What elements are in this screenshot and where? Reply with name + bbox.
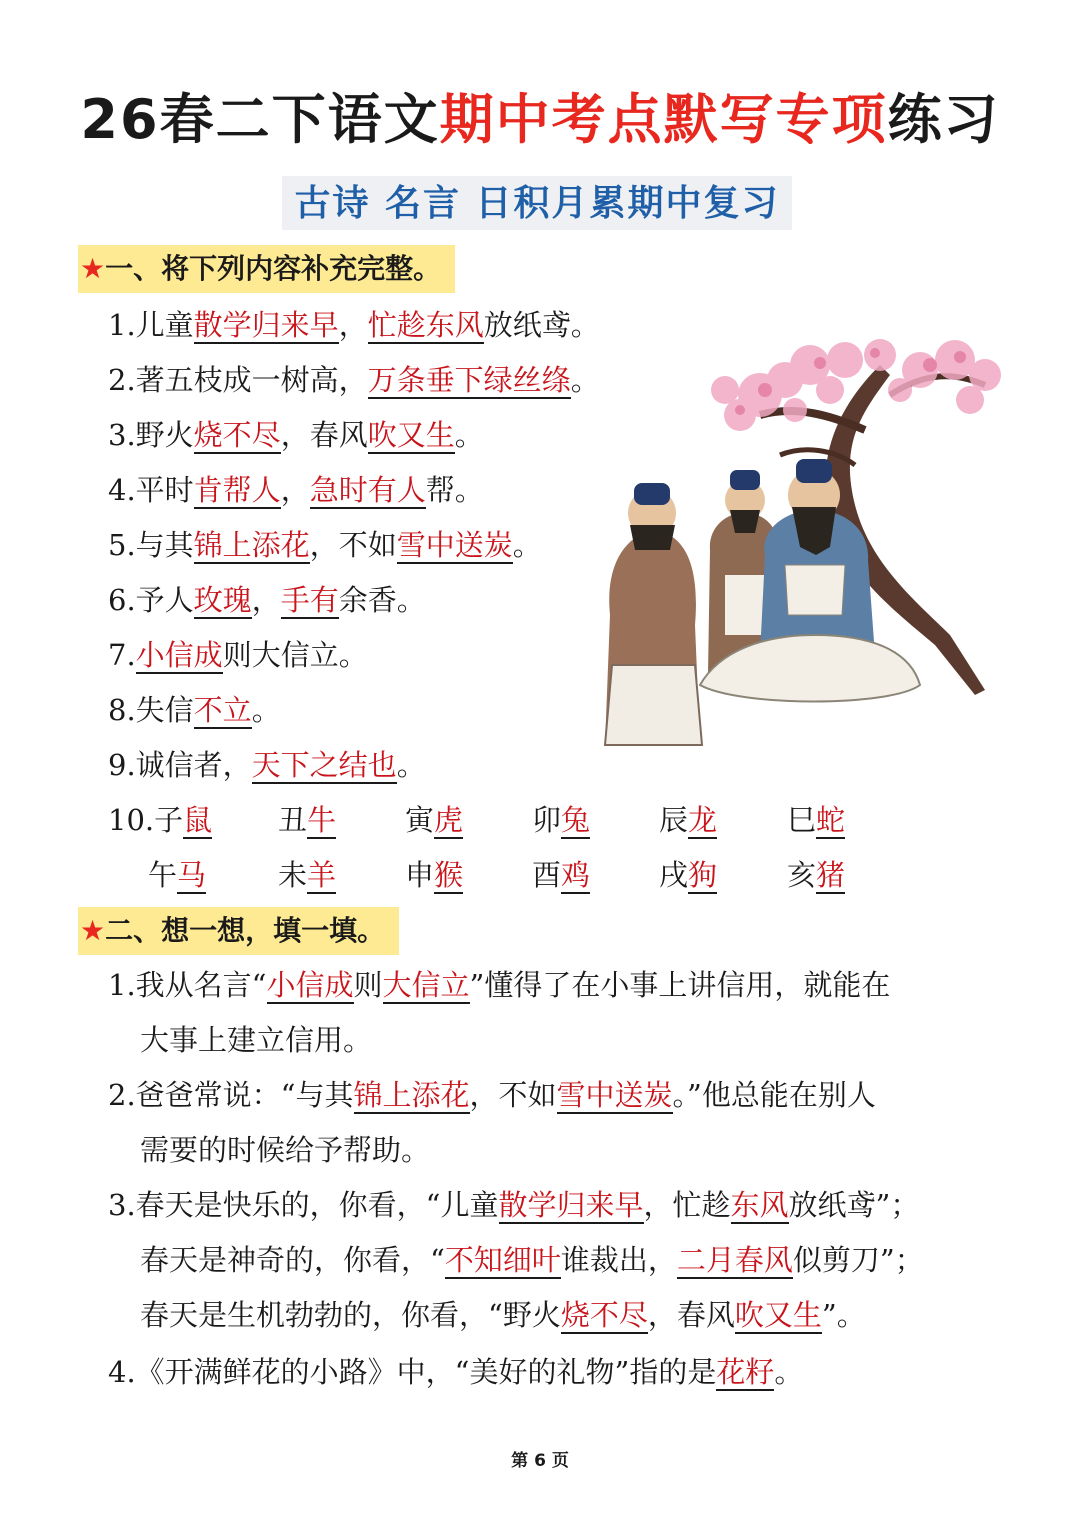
section-2-heading-text: 二、想一想，填一填。 [105,914,386,947]
answer: 狗 [688,858,718,892]
text: 3.春天是快乐的，你看，“儿童 [108,1188,499,1222]
section-1-heading [78,245,455,293]
zodiac-item [278,800,336,840]
text: 放纸鸢”； [788,1188,920,1222]
s1-line-8 [108,690,281,730]
answer: 锦上添花 [193,528,310,562]
text: 寅 [405,803,435,837]
page-title [0,88,1080,152]
answer: 万条垂下绿丝绦 [367,363,571,397]
section-2-heading [78,907,399,955]
answer: 虎 [434,803,464,837]
text: 申 [405,858,435,892]
text: 午 [148,858,178,892]
text: 4.《开满鲜花的小路》中，“美好的礼物”指的是 [108,1355,717,1389]
text: 1.儿童 [108,308,194,342]
s2-q3-line-1 [108,1185,919,1225]
text: 酉 [532,858,562,892]
title-part-black: 26春二下语文 [80,88,440,151]
answer: 蛇 [816,803,846,837]
text: 丑 [278,803,308,837]
answer: 忙趁东风 [367,308,484,342]
text: ，不如 [469,1078,557,1112]
answer: 散学归来早 [193,308,339,342]
s1-line-6 [108,580,426,620]
zodiac-item [108,800,212,840]
s1-line-7 [108,635,368,675]
scholars-under-tree-illustration [590,335,1010,755]
answer: 花籽 [716,1355,775,1389]
text: 3.野火 [108,418,194,452]
text: ， [338,308,368,342]
text: ， [280,473,310,507]
answer: 天下之结也 [251,748,397,782]
answer: 吹又生 [734,1298,822,1332]
s1-line-2 [108,360,600,400]
answer: 雪中送炭 [396,528,513,562]
text: 戌 [659,858,689,892]
text: 6.予人 [108,583,194,617]
zodiac-item [148,855,206,895]
answer: 兔 [561,803,591,837]
text: 卯 [532,803,562,837]
text: 。 [454,418,484,452]
answer: 东风 [730,1188,789,1222]
text: 10.子 [108,803,184,837]
s2-q4-line [108,1352,803,1392]
answer: 烧不尽 [193,418,281,452]
text: ，春风 [647,1298,735,1332]
text: 则 [353,968,383,1002]
answer: 烧不尽 [560,1298,648,1332]
text: 9.诚信者， [108,748,252,782]
text: 亥 [787,858,817,892]
text: 谁裁出， [560,1243,677,1277]
text: 。 [774,1355,804,1389]
text: ，春风 [280,418,368,452]
answer: 玫瑰 [193,583,252,617]
zodiac-item [532,800,590,840]
answer: 牛 [307,803,337,837]
answer: 肯帮人 [193,473,281,507]
answer: 龙 [688,803,718,837]
s2-q1-line-1 [108,965,890,1005]
text: 。 [396,748,426,782]
text: 帮。 [425,473,484,507]
zodiac-item [405,800,463,840]
answer: 鸡 [561,858,591,892]
s1-line-1 [108,305,600,345]
s2-q2-line-1 [108,1075,876,1115]
s2-q3-line-3 [140,1295,866,1335]
answer: 大信立 [382,968,470,1002]
zodiac-item [405,855,463,895]
text: ”懂得了在小事上讲信用，就能在 [469,968,891,1002]
s1-line-5 [108,525,542,565]
subtitle: 古诗 名言 日积月累期中复习 [294,182,780,224]
text: 未 [278,858,308,892]
text: 似剪刀”； [792,1243,924,1277]
s2-q1-line-2: 大事上建立信用。 [140,1023,373,1057]
text: 放纸鸢。 [483,308,600,342]
text: 。”他总能在别人 [672,1078,876,1112]
answer: 不立 [193,693,252,727]
answer: 不知细叶 [444,1243,561,1277]
answer: 小信成 [135,638,223,672]
text: 8.失信 [108,693,194,727]
text: 春天是生机勃勃的，你看，“野火 [140,1298,561,1332]
zodiac-item [532,855,590,895]
answer: 散学归来早 [498,1188,644,1222]
text: 5.与其 [108,528,194,562]
s1-line-9 [108,745,426,785]
text: 。 [512,528,542,562]
title-part-red: 期中考点默写专项 [439,88,888,151]
section-1-heading-text: 一、将下列内容补充完整。 [105,252,442,285]
text: 则大信立。 [222,638,368,672]
answer: 手有 [280,583,339,617]
text: 4.平时 [108,473,194,507]
answer: 吹又生 [367,418,455,452]
text: ， [251,583,281,617]
text: 1.我从名言“ [108,968,267,1002]
zodiac-item [659,855,717,895]
text: 。 [251,693,281,727]
s2-q2-line-2: 需要的时候给予帮助。 [140,1133,431,1167]
answer: 鼠 [183,803,213,837]
scholar-left [605,483,702,745]
page-number: 第 6 页 [511,1451,569,1471]
text: 7. [108,638,136,672]
s2-q3-line-2 [140,1240,924,1280]
answer: 二月春风 [676,1243,793,1277]
title-part-black-2: 练习 [887,88,1000,151]
zodiac-item [659,800,717,840]
answer: 猪 [816,858,846,892]
text: 2.著五枝成一树高， [108,363,368,397]
text: ，忙趁 [643,1188,731,1222]
star-icon: ★ [80,252,106,285]
s1-line-3 [108,415,484,455]
text: 巳 [787,803,817,837]
answer: 小信成 [266,968,354,1002]
text: 2.爸爸常说：“与其 [108,1078,354,1112]
text: 春天是神奇的，你看，“ [140,1243,445,1277]
text: 辰 [659,803,689,837]
answer: 急时有人 [309,473,426,507]
answer: 猴 [434,858,464,892]
answer: 羊 [307,858,337,892]
s1-line-4 [108,470,484,510]
zodiac-item [278,855,336,895]
text: ，不如 [309,528,397,562]
answer: 锦上添花 [353,1078,470,1112]
answer: 雪中送炭 [556,1078,673,1112]
answer: 马 [177,858,207,892]
zodiac-item [787,855,845,895]
text: 余香。 [338,583,426,617]
text: ”。 [821,1298,866,1332]
text: 。 [570,363,600,397]
star-icon: ★ [80,914,106,947]
zodiac-item [787,800,845,840]
